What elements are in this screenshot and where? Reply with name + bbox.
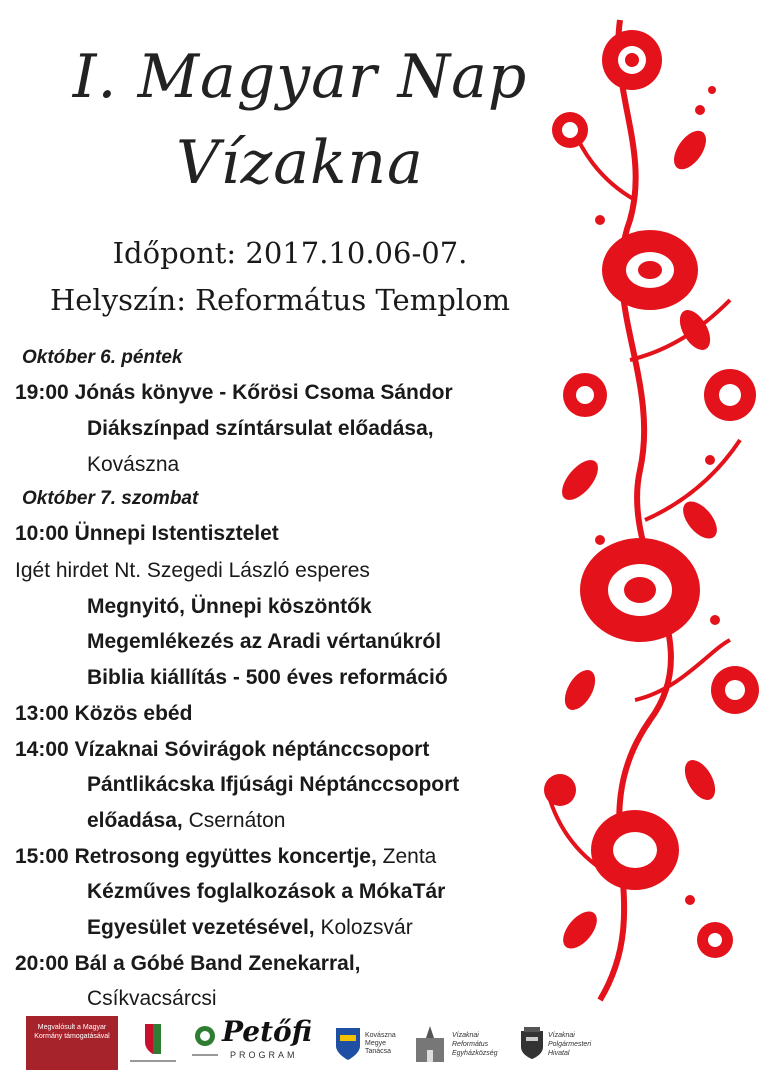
program-item-1400 xyxy=(15,738,429,762)
kovaszna-council-logo xyxy=(335,1020,413,1068)
program-place: Csíkvacsárcsi xyxy=(87,987,217,1010)
mayor-office-logo xyxy=(520,1016,600,1072)
church-icon xyxy=(412,1024,448,1064)
program-title: Közös ebéd xyxy=(74,702,193,725)
program-item-1500 xyxy=(15,845,436,869)
program-time: 14:00 xyxy=(15,738,69,761)
floral-ornament-icon xyxy=(540,0,763,1010)
program-place: Kolozsvár xyxy=(320,916,413,939)
program-line xyxy=(87,809,285,833)
program-title: Retrosong együttes koncertje, xyxy=(74,845,377,868)
program-item-2000 xyxy=(15,952,361,976)
program-title: Ünnepi Istentisztelet xyxy=(74,522,279,545)
agency-logo-icon xyxy=(188,1020,222,1068)
program-line: Diákszínpad színtársulat előadása, xyxy=(87,417,434,440)
program-line: Pántlikácska Ifjúsági Néptánccsoport xyxy=(87,773,460,796)
mayor-logo-text: Vízaknai Polgármesteri Hivatal xyxy=(548,1031,592,1057)
petofi-logo-sub: PROGRAM xyxy=(230,1050,298,1060)
program-item-1900 xyxy=(15,381,453,405)
program-time: 13:00 xyxy=(15,702,69,725)
event-title-line1: I. Magyar Nap xyxy=(72,42,528,112)
program-line: Megnyitó, Ünnepi köszöntők xyxy=(87,595,372,618)
program-item-1300 xyxy=(15,702,192,726)
program-place: Kovászna xyxy=(87,453,180,476)
program-item-1000 xyxy=(15,522,279,546)
sponsor-logos xyxy=(0,1010,763,1080)
program-title: Jónás könyve - Kőrösi Csoma Sándor xyxy=(74,381,453,404)
program-line xyxy=(87,916,413,940)
program-title: Vízaknai Sóvirágok néptánccsoport xyxy=(74,738,430,761)
kovaszna-council-text: Kovászna Megye Tanácsa xyxy=(365,1032,396,1055)
reformed-church-logo xyxy=(412,1018,512,1070)
program-time: 10:00 xyxy=(15,522,69,545)
government-support-logo: Megvalósult a Magyar Kormány támogatásával xyxy=(26,1016,118,1070)
day-heading-1: Október 6. péntek xyxy=(22,347,183,368)
program-place: Zenta xyxy=(382,845,437,868)
program-time: 20:00 xyxy=(15,952,69,975)
program-line: Igét hirdet Nt. Szegedi László esperes xyxy=(15,559,370,582)
town-crest-icon xyxy=(520,1027,544,1061)
program-line: Biblia kiállítás - 500 éves reformáció xyxy=(87,666,448,689)
program-place: Csernáton xyxy=(188,809,286,832)
petofi-program-logo xyxy=(222,1014,322,1072)
church-logo-text: Vízaknai Református Egyházközség xyxy=(452,1031,498,1057)
event-place: Helyszín: Református Templom xyxy=(49,283,511,317)
program-line: Kézműves foglalkozások a MókaTár xyxy=(87,880,446,903)
ministry-crest-icon xyxy=(118,1018,188,1068)
program-text: előadása, xyxy=(87,809,183,832)
program-line: Megemlékezés az Aradi vértanúkról xyxy=(87,630,442,653)
event-date: Időpont: 2017.10.06-07. xyxy=(112,236,468,270)
program-time: 19:00 xyxy=(15,381,69,404)
petofi-logo-text: Petőfi xyxy=(222,1015,313,1048)
program-time: 15:00 xyxy=(15,845,69,868)
event-title-line2: Vízakna xyxy=(176,128,424,198)
program-text: Egyesület vezetésével, xyxy=(87,916,315,939)
program-title: Bál a Góbé Band Zenekarral, xyxy=(74,952,361,975)
day-heading-2: Október 7. szombat xyxy=(22,488,199,509)
county-shield-icon xyxy=(335,1027,361,1061)
